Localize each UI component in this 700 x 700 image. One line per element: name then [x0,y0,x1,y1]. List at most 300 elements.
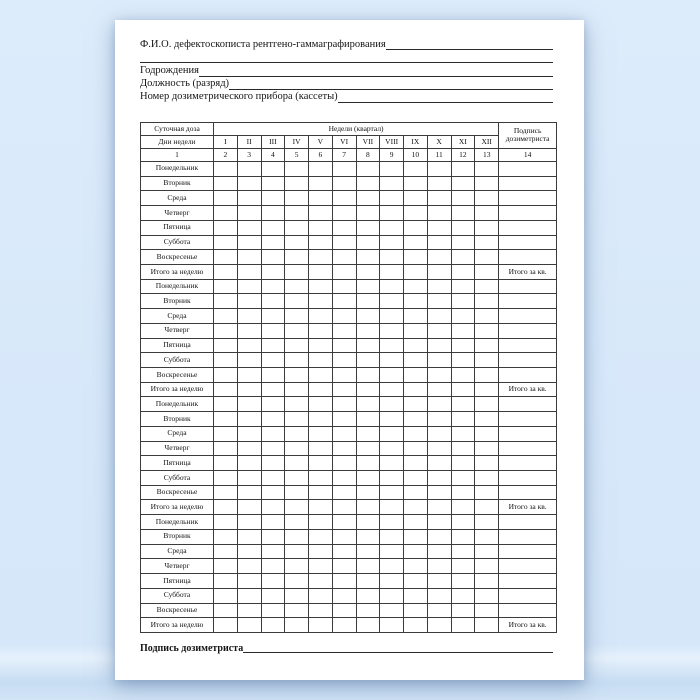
footer-signature-label: Подпись дозиметриста [140,642,244,654]
dose-cell [427,309,451,324]
dose-cell [427,471,451,486]
dose-cell [309,206,333,221]
dose-cell [237,618,261,633]
dose-cell [451,544,475,559]
dose-cell [285,441,309,456]
fio-underline-2 [140,62,553,63]
dose-cell [380,161,404,176]
day-label-cell: Суббота [141,471,214,486]
dose-cell [214,500,238,515]
dose-cell [237,529,261,544]
dose-cell [380,353,404,368]
dose-cell [451,500,475,515]
column-number-cell: 5 [285,148,309,161]
dose-cell [404,559,428,574]
week-numeral-cell: IX [404,135,428,148]
day-label-cell: Среда [141,309,214,324]
day-row [141,368,557,383]
dose-cell [214,412,238,427]
dose-cell [285,309,309,324]
day-row [141,206,557,221]
day-label-cell: Воскресенье [141,250,214,265]
day-row [141,441,557,456]
dose-cell [237,235,261,250]
dose-cell [261,191,285,206]
day-row [141,250,557,265]
dose-cell [404,338,428,353]
dose-cell [427,559,451,574]
dose-cell [427,353,451,368]
day-label-cell: Понедельник [141,161,214,176]
dose-cell [451,529,475,544]
dose-cell [451,206,475,221]
dose-cell [285,485,309,500]
position-underline [229,89,553,90]
dose-cell [380,618,404,633]
dose-cell [309,471,333,486]
device-number-label: Номер дозиметрического прибора (кассеты) [140,91,338,103]
dose-cell [332,485,356,500]
dose-cell [285,176,309,191]
dose-cell [309,574,333,589]
week-numeral-cell: I [214,135,238,148]
dose-cell [214,176,238,191]
signature-cell [499,397,557,412]
day-label-cell: Суббота [141,588,214,603]
dose-cell [475,323,499,338]
dose-cell [261,294,285,309]
dose-cell [261,250,285,265]
week-numeral-cell: III [261,135,285,148]
dose-cell [475,309,499,324]
dose-cell [261,529,285,544]
dose-cell [214,382,238,397]
dose-cell [261,338,285,353]
week-numeral-cell: VIII [380,135,404,148]
dose-cell [214,588,238,603]
dose-cell [237,382,261,397]
day-row [141,485,557,500]
dose-cell [285,353,309,368]
dose-cell [404,485,428,500]
dose-cell [451,250,475,265]
dose-cell [404,161,428,176]
dose-cell [332,500,356,515]
dose-cell [332,559,356,574]
dose-cell [356,426,380,441]
week-numeral-cell: XI [451,135,475,148]
dose-cell [261,603,285,618]
dose-cell [214,456,238,471]
week-numeral-cell: X [427,135,451,148]
column-number-cell: 8 [356,148,380,161]
dose-cell [261,456,285,471]
day-label-cell: Понедельник [141,279,214,294]
signature-cell [499,235,557,250]
dose-cell [285,603,309,618]
day-row [141,161,557,176]
dose-cell [261,206,285,221]
dose-cell [332,588,356,603]
dose-cell [475,456,499,471]
dose-cell [404,353,428,368]
signature-cell [499,588,557,603]
dose-cell [332,382,356,397]
dose-cell [261,441,285,456]
dose-cell [332,529,356,544]
day-row [141,220,557,235]
dose-cell [332,397,356,412]
dose-cell [237,220,261,235]
dose-cell [237,500,261,515]
dose-cell [380,382,404,397]
dose-cell [332,441,356,456]
dose-cell [214,544,238,559]
signature-cell [499,426,557,441]
dose-cell [309,309,333,324]
dose-cell [427,264,451,279]
dose-cell [380,250,404,265]
dose-cell [380,574,404,589]
signature-cell [499,368,557,383]
dose-cell [451,368,475,383]
dose-cell [285,206,309,221]
dose-cell [451,294,475,309]
weekly-total-cell: Итого за неделю [141,264,214,279]
signature-cell [499,471,557,486]
signature-cell [499,176,557,191]
dose-cell [451,441,475,456]
dose-cell [261,544,285,559]
dose-cell [285,250,309,265]
dose-cell [309,588,333,603]
dose-cell [451,235,475,250]
dose-cell [427,294,451,309]
dose-cell [404,323,428,338]
dose-cell [261,515,285,530]
dose-cell [356,588,380,603]
dose-cell [404,264,428,279]
dose-cell [380,412,404,427]
dose-cell [332,426,356,441]
dose-cell [214,426,238,441]
dose-cell [404,220,428,235]
dose-cell [261,235,285,250]
dose-cell [309,323,333,338]
dose-cell [309,456,333,471]
dose-cell [404,456,428,471]
dose-cell [309,250,333,265]
dose-cell [285,161,309,176]
dose-cell [475,382,499,397]
column-number-cell: 12 [451,148,475,161]
dose-cell [380,441,404,456]
header-row-1 [141,122,557,135]
dose-cell [380,264,404,279]
dose-cell [261,382,285,397]
dose-cell [214,397,238,412]
day-row [141,397,557,412]
column-number-cell: 1 [141,148,214,161]
position-label: Должность (разряд) [140,78,230,90]
dose-cell [332,294,356,309]
day-label-cell: Суббота [141,235,214,250]
dose-cell [451,426,475,441]
dose-cell [427,250,451,265]
dose-cell [404,544,428,559]
dose-cell [356,397,380,412]
document-page [115,20,584,680]
dose-cell [380,603,404,618]
dose-cell [356,574,380,589]
dose-cell [475,235,499,250]
dose-cell [237,485,261,500]
dose-cell [475,264,499,279]
dose-cell [380,588,404,603]
dose-cell [356,485,380,500]
dose-cell [237,588,261,603]
dose-cell [427,456,451,471]
dose-cell [356,250,380,265]
dose-cell [380,235,404,250]
dose-cell [380,397,404,412]
dose-cell [309,220,333,235]
dose-cell [261,176,285,191]
day-label-cell: Среда [141,426,214,441]
dose-cell [261,426,285,441]
dose-cell [356,206,380,221]
form-footer [140,641,553,654]
dose-cell [404,397,428,412]
column-number-cell: 6 [309,148,333,161]
dose-cell [214,515,238,530]
dose-cell [451,471,475,486]
dose-cell [309,382,333,397]
dose-cell [237,603,261,618]
dose-cell [332,235,356,250]
dose-cell [285,426,309,441]
dose-cell [404,294,428,309]
day-row [141,235,557,250]
dose-cell [475,250,499,265]
dose-cell [427,618,451,633]
dose-cell [285,544,309,559]
dose-table [140,122,557,633]
dose-cell [475,294,499,309]
dose-cell [332,515,356,530]
dose-cell [451,279,475,294]
dose-cell [380,500,404,515]
dose-cell [404,471,428,486]
dose-cell [237,412,261,427]
dose-cell [356,191,380,206]
day-row [141,412,557,427]
dose-cell [451,485,475,500]
dose-cell [404,515,428,530]
dose-cell [356,235,380,250]
dose-cell [214,574,238,589]
dose-cell [285,279,309,294]
day-row [141,515,557,530]
quarterly-total-cell: Итого за кв. [499,382,557,397]
dose-cell [285,397,309,412]
dose-cell [214,264,238,279]
dose-cell [309,618,333,633]
dose-cell [427,574,451,589]
dose-cell [332,220,356,235]
dose-cell [380,515,404,530]
dose-cell [214,338,238,353]
dose-cell [214,206,238,221]
signature-cell [499,353,557,368]
dose-cell [356,220,380,235]
dose-cell [332,603,356,618]
signature-header-cell: Подпись дозиметриста [499,122,557,148]
dose-cell [404,441,428,456]
dose-cell [356,441,380,456]
dose-cell [475,220,499,235]
dose-cell [427,515,451,530]
signature-cell [499,220,557,235]
dose-cell [356,500,380,515]
dose-cell [309,397,333,412]
dose-cell [451,382,475,397]
column-number-cell: 13 [475,148,499,161]
dose-cell [380,529,404,544]
signature-cell [499,161,557,176]
signature-cell [499,574,557,589]
dose-cell [404,426,428,441]
dose-cell [475,529,499,544]
dose-cell [309,485,333,500]
dose-cell [451,176,475,191]
dose-cell [404,250,428,265]
signature-cell [499,529,557,544]
dose-cell [451,397,475,412]
signature-cell [499,279,557,294]
day-row [141,338,557,353]
dose-cell [427,441,451,456]
column-number-cell: 3 [237,148,261,161]
dose-cell [237,250,261,265]
dose-cell [214,323,238,338]
signature-cell [499,544,557,559]
weekly-total-row [141,264,557,279]
dose-cell [475,191,499,206]
quarterly-total-cell: Итого за кв. [499,264,557,279]
dose-cell [237,456,261,471]
days-of-week-header-cell: Дни недели [141,135,214,148]
dose-cell [332,544,356,559]
dose-cell [261,574,285,589]
quarterly-total-cell: Итого за кв. [499,618,557,633]
dose-cell [427,323,451,338]
dose-cell [380,323,404,338]
dose-cell [404,235,428,250]
dose-cell [309,191,333,206]
dose-cell [427,235,451,250]
day-label-cell: Четверг [141,441,214,456]
week-numeral-cell: XII [475,135,499,148]
dose-cell [451,161,475,176]
dose-cell [261,309,285,324]
dose-cell [332,250,356,265]
dose-cell [356,176,380,191]
dose-cell [237,353,261,368]
fio-line [140,38,553,51]
day-label-cell: Вторник [141,412,214,427]
dose-cell [451,574,475,589]
week-numeral-cell: VI [332,135,356,148]
day-label-cell: Пятница [141,456,214,471]
dose-cell [261,559,285,574]
dose-cell [475,485,499,500]
dose-cell [451,588,475,603]
dose-cell [237,338,261,353]
dose-cell [214,191,238,206]
dose-cell [404,588,428,603]
dose-cell [261,397,285,412]
signature-cell [499,206,557,221]
day-label-cell: Пятница [141,220,214,235]
dose-cell [214,294,238,309]
dose-cell [309,559,333,574]
dose-cell [451,353,475,368]
dose-cell [309,235,333,250]
signature-cell [499,250,557,265]
dose-cell [475,412,499,427]
dose-cell [285,500,309,515]
dose-cell [356,603,380,618]
dose-cell [285,588,309,603]
dose-cell [356,309,380,324]
week-numeral-cell: V [309,135,333,148]
dose-cell [237,574,261,589]
dose-cell [380,220,404,235]
dose-cell [404,529,428,544]
dose-cell [427,279,451,294]
dose-cell [214,603,238,618]
dose-cell [332,206,356,221]
day-row [141,191,557,206]
dose-cell [475,426,499,441]
dose-cell [356,559,380,574]
dose-cell [356,412,380,427]
weeks-quarter-header-cell: Недели (квартал) [214,122,499,135]
dose-cell [332,279,356,294]
dose-cell [475,206,499,221]
signature-cell [499,441,557,456]
dose-cell [285,412,309,427]
dose-cell [309,353,333,368]
signature-cell [499,191,557,206]
dose-cell [404,176,428,191]
dose-cell [427,338,451,353]
day-row [141,353,557,368]
dose-cell [475,368,499,383]
column-number-cell: 10 [404,148,428,161]
signature-cell [499,338,557,353]
signature-cell [499,456,557,471]
dose-cell [451,309,475,324]
dose-cell [356,471,380,486]
dose-cell [309,529,333,544]
weekly-total-row [141,382,557,397]
day-label-cell: Вторник [141,294,214,309]
quarterly-total-cell: Итого за кв. [499,500,557,515]
form-header [140,38,553,104]
dose-cell [451,412,475,427]
